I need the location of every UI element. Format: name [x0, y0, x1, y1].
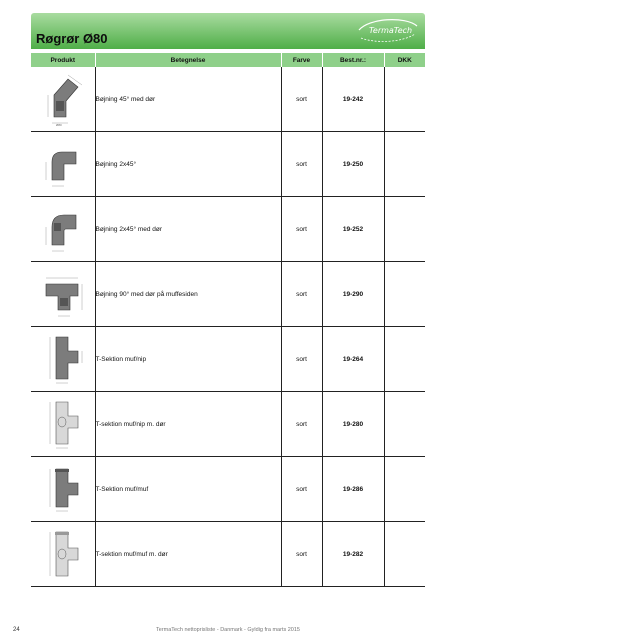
product-name: T-Sektion muf/nip: [95, 327, 281, 392]
tee-muf-muf-drawing-icon: [38, 461, 88, 517]
product-color: sort: [281, 457, 322, 522]
table-header-row: [31, 53, 425, 67]
tee-muf-nip-drawing-icon: [38, 331, 88, 387]
table-row: [31, 262, 425, 327]
product-name: Bøjning 2x45° med dør: [95, 197, 281, 262]
product-number: 19-280: [322, 392, 384, 457]
product-price: [384, 197, 425, 262]
table-row: [31, 522, 425, 587]
table-row: [31, 392, 425, 457]
product-image-cell: [31, 522, 95, 587]
table-row: [31, 67, 425, 132]
product-color: sort: [281, 392, 322, 457]
table-row: [31, 132, 425, 197]
product-price: [384, 522, 425, 587]
product-image-cell: [31, 392, 95, 457]
table-row: [31, 327, 425, 392]
product-number: 19-290: [322, 262, 384, 327]
page-number: 24: [13, 627, 20, 633]
product-image-cell: [31, 132, 95, 197]
product-color: sort: [281, 132, 322, 197]
product-image-cell: [31, 197, 95, 262]
product-color: sort: [281, 522, 322, 587]
tee-muf-nip-door-drawing-icon: [38, 396, 88, 452]
column-header-order-number: Best.nr.:: [322, 53, 384, 67]
product-number: 19-286: [322, 457, 384, 522]
product-color: sort: [281, 262, 322, 327]
product-number: 19-264: [322, 327, 384, 392]
product-color: sort: [281, 67, 322, 132]
product-price: [384, 457, 425, 522]
termatech-logo: [355, 16, 421, 44]
product-price: [384, 392, 425, 457]
elbow-45-door-drawing-icon: [38, 71, 88, 127]
product-number: 19-242: [322, 67, 384, 132]
product-color: sort: [281, 327, 322, 392]
product-name: T-sektion muf/muf m. dør: [95, 522, 281, 587]
product-number: 19-252: [322, 197, 384, 262]
column-header-description: Betegnelse: [95, 53, 281, 67]
column-header-color: Farve: [281, 53, 322, 67]
svg-text:Ø80: Ø80: [55, 123, 62, 127]
product-name: Bøjning 90° med dør på muffesiden: [95, 262, 281, 327]
elbow-2x45-door-drawing-icon: [38, 201, 88, 257]
product-image-cell: [31, 67, 95, 132]
product-price: [384, 327, 425, 392]
product-price: [384, 132, 425, 197]
product-name: T-sektion muf/nip m. dør: [95, 392, 281, 457]
footer-text: TermaTech nettoprisliste - Danmark - Gyldig fra marts 2015: [156, 627, 300, 633]
logo-text: TermaTech: [369, 26, 413, 35]
table-row: [31, 197, 425, 262]
product-name: T-Sektion muf/muf: [95, 457, 281, 522]
column-header-price: DKK: [384, 53, 425, 67]
product-name: Bøjning 45° med dør: [95, 67, 281, 132]
product-image-cell: [31, 457, 95, 522]
column-header-product: Produkt: [31, 53, 95, 67]
product-price: [384, 67, 425, 132]
elbow-2x45-drawing-icon: [38, 136, 88, 192]
title-banner: [31, 13, 425, 49]
product-name: Bøjning 2x45°: [95, 132, 281, 197]
product-image-cell: [31, 262, 95, 327]
table-row: [31, 457, 425, 522]
product-table: [31, 53, 425, 587]
product-color: sort: [281, 197, 322, 262]
product-price: [384, 262, 425, 327]
elbow-90-door-drawing-icon: [38, 266, 88, 322]
product-image-cell: [31, 327, 95, 392]
product-number: 19-250: [322, 132, 384, 197]
product-number: 19-282: [322, 522, 384, 587]
tee-muf-muf-door-drawing-icon: [38, 526, 88, 582]
page-title: Røgrør Ø80: [36, 31, 108, 46]
